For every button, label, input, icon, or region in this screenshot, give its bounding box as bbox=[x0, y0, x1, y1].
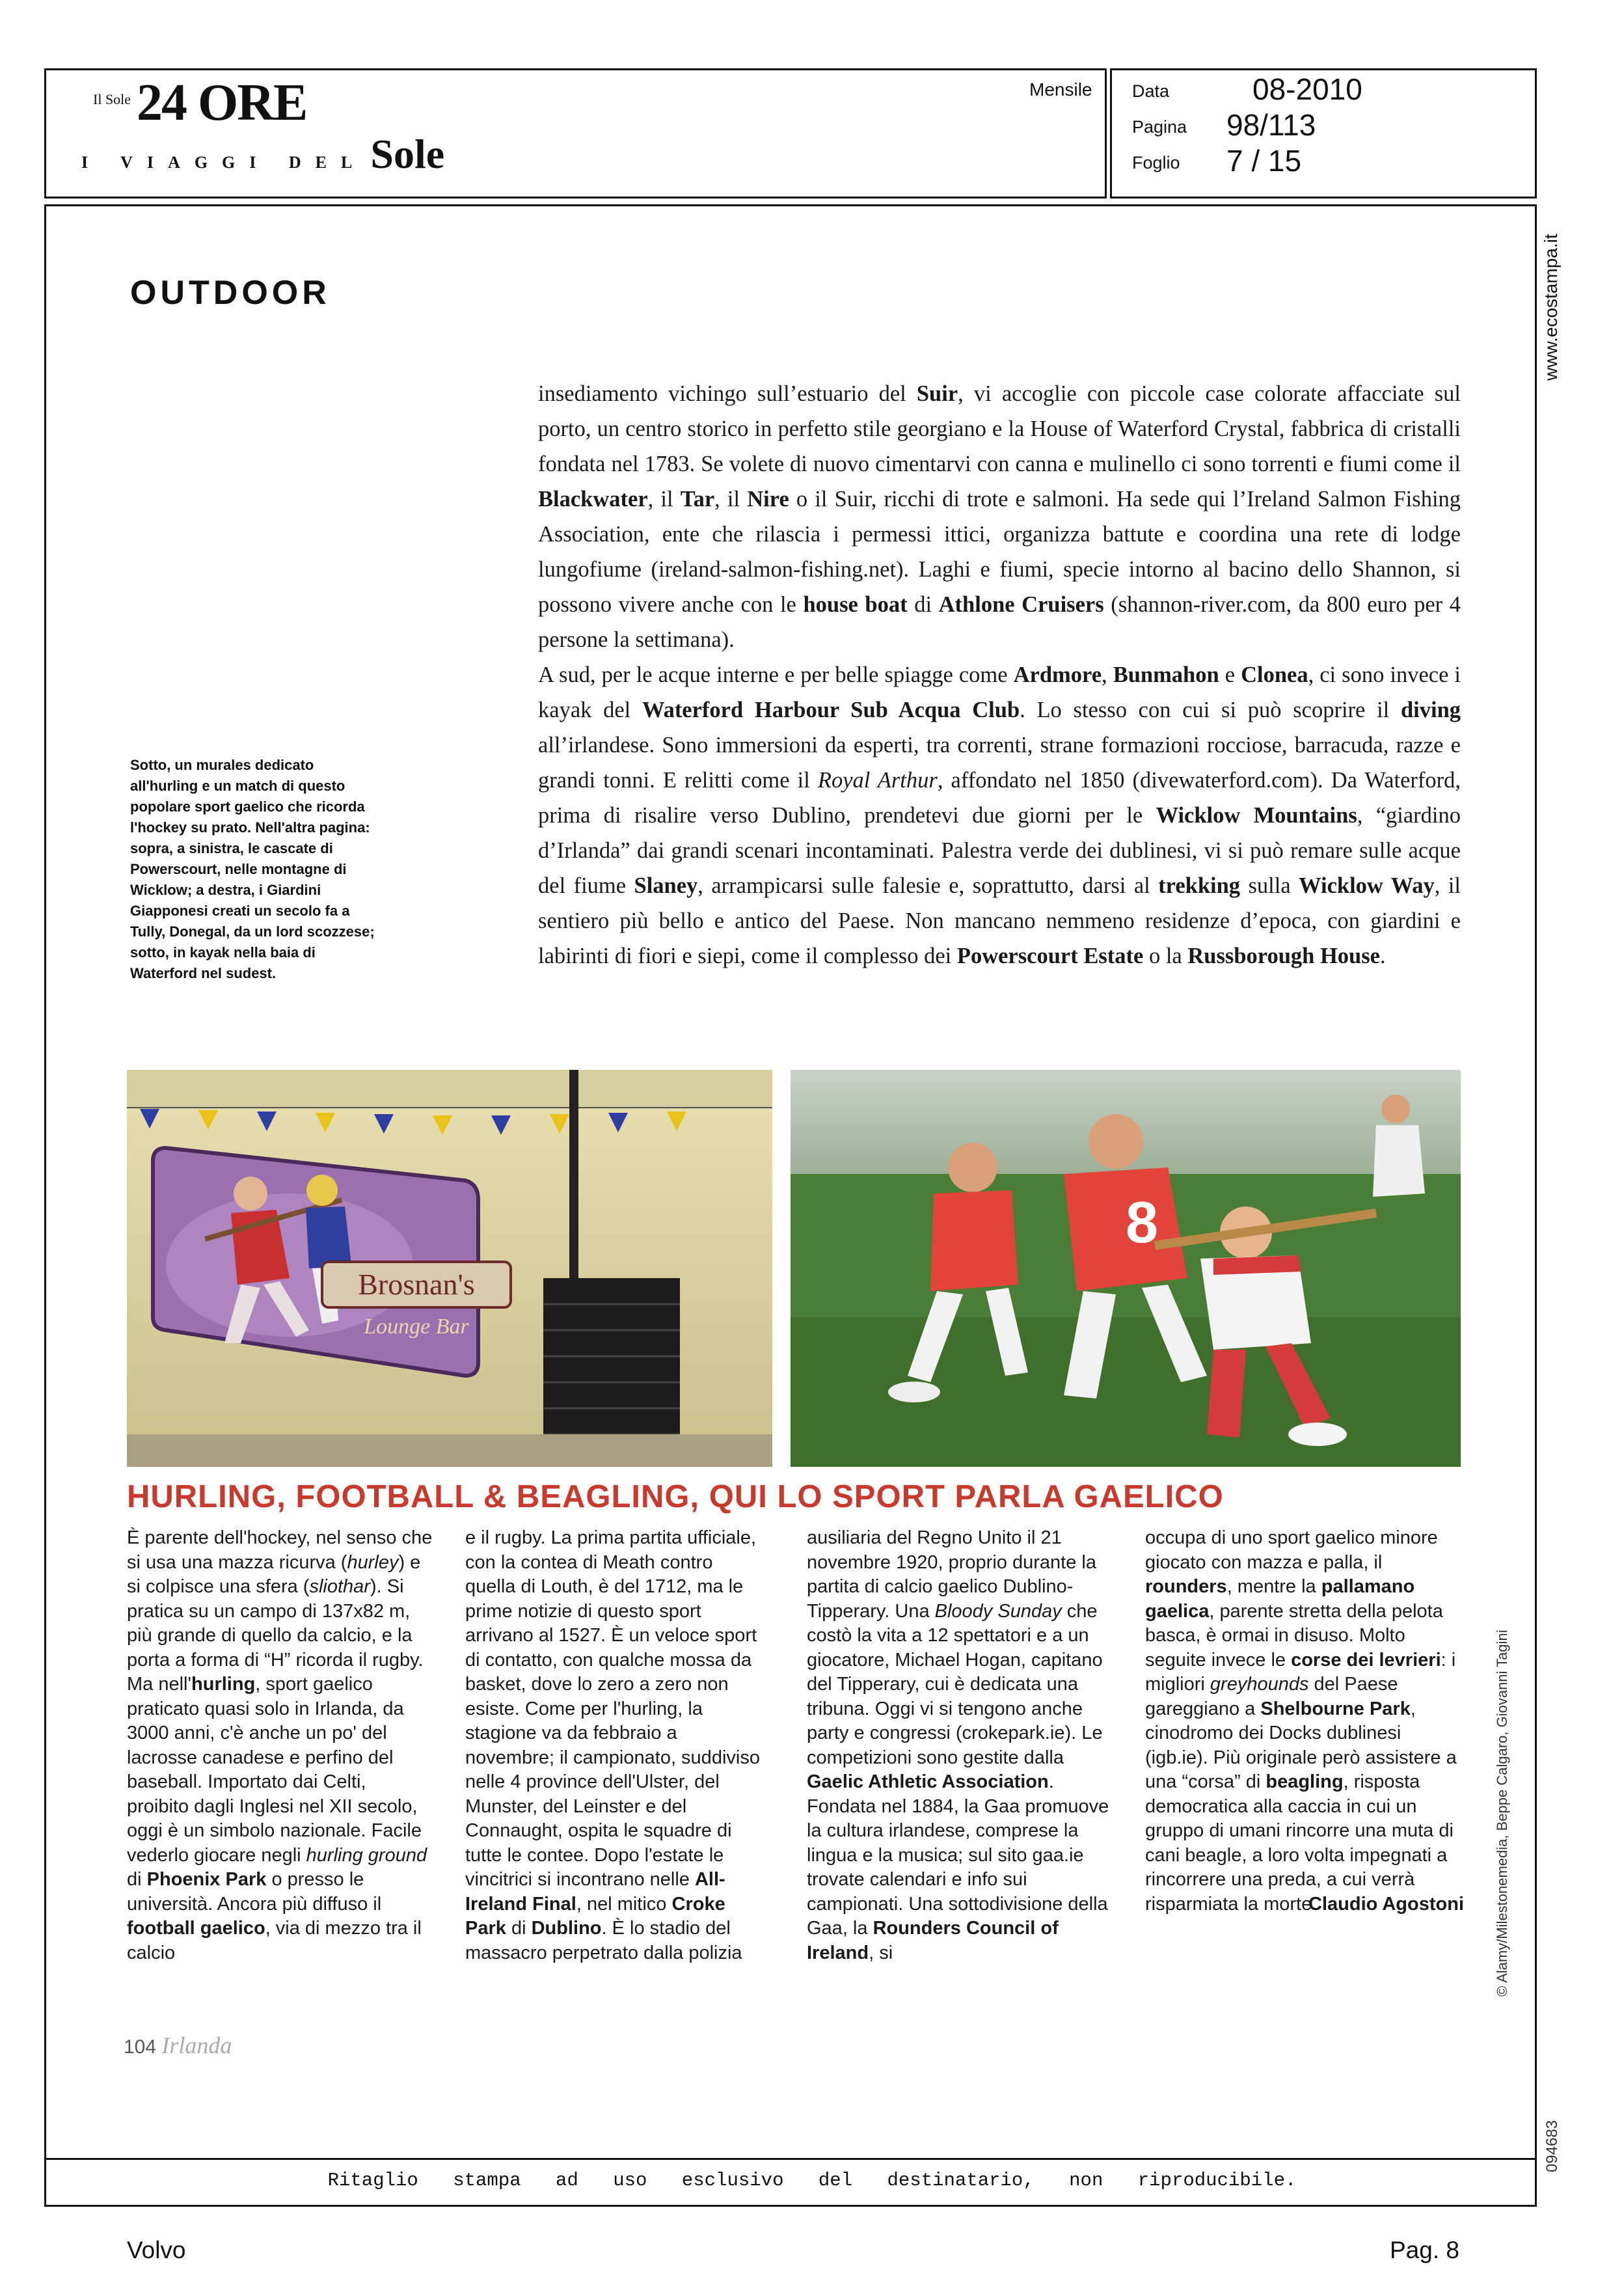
footer-page: Pag. 8 bbox=[1390, 2237, 1459, 2263]
page-label: Pagina bbox=[1132, 117, 1187, 137]
mural-illustration bbox=[127, 1070, 772, 1467]
photo-caption: Sotto, un murales dedicato all'hurling e un match di questo popolare sport gaelico che ricorda l'hockey su prato. Nell'altra pagina: sopra, a sinistra, le cascate di Powerscourt, nelle montagne di Wicklow; a destra, i Giardini Giapponesi creati un secolo fa a Tully, Donegal, da un lord scozzese; sotto, in kayak nella baia di Waterford nel sudest. bbox=[130, 757, 375, 981]
sport-column-3: ausiliaria del Regno Unito il 21 novembre 1920, proprio durante la partita di calcio gaelico Dublino-Tipperary. Una Bloody Sunday che costò la vita a 12 spettatori e a un giocatore, Michael Hogan, capitano del Tipperary, cui è dedicata una tribuna. Oggi vi si tengono anche party e congressi (crokepark.ie). Le competizioni sono gestite dalla Gaelic Athletic Association. Fondata nel 1884, la Gaa promuove la cultura irlandese, comprese la lingua e la musica; sul sito gaa.ie trovate calendari e info sui campionati. Una sottodivisione della Gaa, la Rounders Council of Ireland, si bbox=[807, 1527, 1109, 1963]
article-paragraph-2: A sud, per le acque interne e per belle spiagge come Ardmore, Bunmahon e Clonea, ci sono invece i kayak del Waterford Harbour Sub Acqua Club. Lo stesso con cui si può scoprire il diving all’irlandese. Sono immersioni da esperti, tra correnti, strane formazioni rocciose, barracuda, razze e grandi tonni. E relitti come il Royal Arthur, affondato nel 1850 (divewaterford.com). Da Waterford, prima di risalire verso Dublino, prendetevi due giorni per le Wicklow Mountains, “giardino d’Irlanda” dai grandi scenari incontaminati. Palestra verde dei dublinesi, vi si può remare sulle acque del fiume Slaney, arrampicarsi sulle falesie e, soprattutto, darsi al trekking sulla Wicklow Way, il sentiero più bello e antico del Paese. Non mancano nemmeno residenze d’epoca, con giardini e labirinti di fiori e siepi, come il complesso dei Powerscourt Estate o la Russborough House. bbox=[538, 662, 1461, 968]
jersey-number: 8 bbox=[1126, 1190, 1159, 1255]
logo-viaggi bbox=[81, 130, 444, 178]
site-url: www.ecostampa.it bbox=[1541, 234, 1561, 381]
photo-hurling-match bbox=[791, 1070, 1461, 1467]
logo-tagline: I VIAGGI DEL bbox=[81, 153, 367, 172]
frequency-label: Mensile bbox=[1029, 79, 1092, 100]
article-author: Claudio Agostoni bbox=[1308, 1893, 1464, 1915]
mural-sign-subtext: Lounge Bar bbox=[364, 1315, 469, 1339]
sport-column-1: È parente dell'hockey, nel senso che si usa una mazza ricurva (hurley) e si colpisce una sfera (sliothar). Si pratica su un campo di 137x82 m, più grande di quello da calcio, e la porta a forma di “H” ricorda il rugby. Ma nell'hurling, sport gaelico praticato quasi solo in Irlanda, da 3000 anni, c'è anche un po' del lacrosse canadese e perfino del baseball. Importato dai Celti, proibito dagli Inglesi nel XII secolo, oggi è un simbolo nazionale. Facile vederlo giocare negli hurling ground di Phoenix Park o presso le università. Ancora più diffuso il football gaelico, via di mezzo tra il calcio bbox=[127, 1527, 433, 1963]
article-body bbox=[538, 376, 1461, 974]
logo-sole: Sole bbox=[370, 131, 445, 177]
page-magazine-name: Irlanda bbox=[161, 2032, 232, 2058]
logo-24ore: 24 ORE bbox=[137, 74, 307, 131]
date-value: 08-2010 bbox=[1252, 72, 1362, 106]
logo-small-text: Il Sole bbox=[93, 91, 131, 107]
sport-column-2: e il rugby. La prima partita ufficiale, con la contea di Meath contro quella di Louth, è del 1712, ma le prime notizie di questo sport arrivano al 1527. È un veloce sport di contatto, con qualche mossa da basket, dove lo zero a zero non esiste. Come per l'hurling, la stagione va da febbraio a novembre; il campionato, suddiviso nelle 4 province dell'Ulster, del Munster, del Leinster e del Connaught, ospita le squadre di tutte le contee. Dopo l'estate le vincitrici si incontrano nelle All-Ireland Final, nel mitico Croke Park di Dublino. È lo stadio del massacro perpetrato dalla polizia bbox=[465, 1527, 760, 1963]
clipping-notice: Ritaglio stampa ad uso esclusivo del destinatario, non riproducibile. bbox=[327, 2170, 1297, 2191]
sheet-value: 7 / 15 bbox=[1226, 144, 1302, 178]
sport-column-4-text: occupa di uno sport gaelico minore giocato con mazza e palla, il rounders, mentre la pallamano gaelica, parente stretta della pelota basca, è ormai in disuso. Molto seguite invece le corse dei levrieri: i migliori greyhounds del Paese gareggiano a Shelbourne Park, cinodromo dei Docks dublinesi (igb.ie). Più originale però assistere a una “corsa” di beagling, risposta democratica alla caccia in cui un gruppo di umani rincorre una muta di cani beagle, a loro volta impegnati a rincorrere una preda, a cui verrà risparmiata la morte. bbox=[1145, 1527, 1457, 1915]
sport-headline: HURLING, FOOTBALL & BEAGLING, QUI LO SPORT PARLA GAELICO bbox=[127, 1479, 1224, 1514]
photo-credit: © Alamy/Milestonemedia, Beppe Calgaro, Giovanni Tagini bbox=[1494, 1630, 1510, 1997]
match-illustration bbox=[791, 1070, 1461, 1467]
footer-client: Volvo bbox=[127, 2237, 186, 2263]
sheet-label: Foglio bbox=[1132, 153, 1180, 172]
mural-sign-text: Brosnan's bbox=[358, 1268, 475, 1301]
sport-column-4 bbox=[1145, 1526, 1464, 1917]
photo-mural bbox=[127, 1070, 772, 1467]
notice-divider bbox=[44, 2158, 1537, 2160]
page-number-value: 104 bbox=[124, 2036, 157, 2058]
date-label: Data bbox=[1132, 81, 1170, 101]
clipping-code: 094683 bbox=[1543, 2120, 1561, 2172]
page-number bbox=[124, 2032, 232, 2059]
article-paragraph-1: insediamento vichingo sull’estuario del Suir, vi accoglie con piccole case colorate affacciate sul porto, un centro storico in perfetto stile georgiano e la House of Waterford Crystal, fabbrica di cristalli fondata nel 1783. Se volete di nuovo cimentarvi con canna e mulinello ci sono torrenti e fiumi come il Blackwater, il Tar, il Nire o il Suir, ricchi di trote e salmoni. Ha sede qui l’Ireland Salmon Fishing Association, ente che rilascia i permessi ittici, organizza battute e coordina una rete di lodge lungofiume (ireland-salmon-fishing.net). Laghi e fiumi, specie intorno al bacino dello Shannon, si possono vivere anche con le house boat di Athlone Cruisers (shannon-river.com, da 800 euro per 4 persone la settimana). bbox=[538, 381, 1461, 652]
page-value: 98/113 bbox=[1226, 108, 1316, 142]
section-title: OUTDOOR bbox=[130, 274, 331, 312]
